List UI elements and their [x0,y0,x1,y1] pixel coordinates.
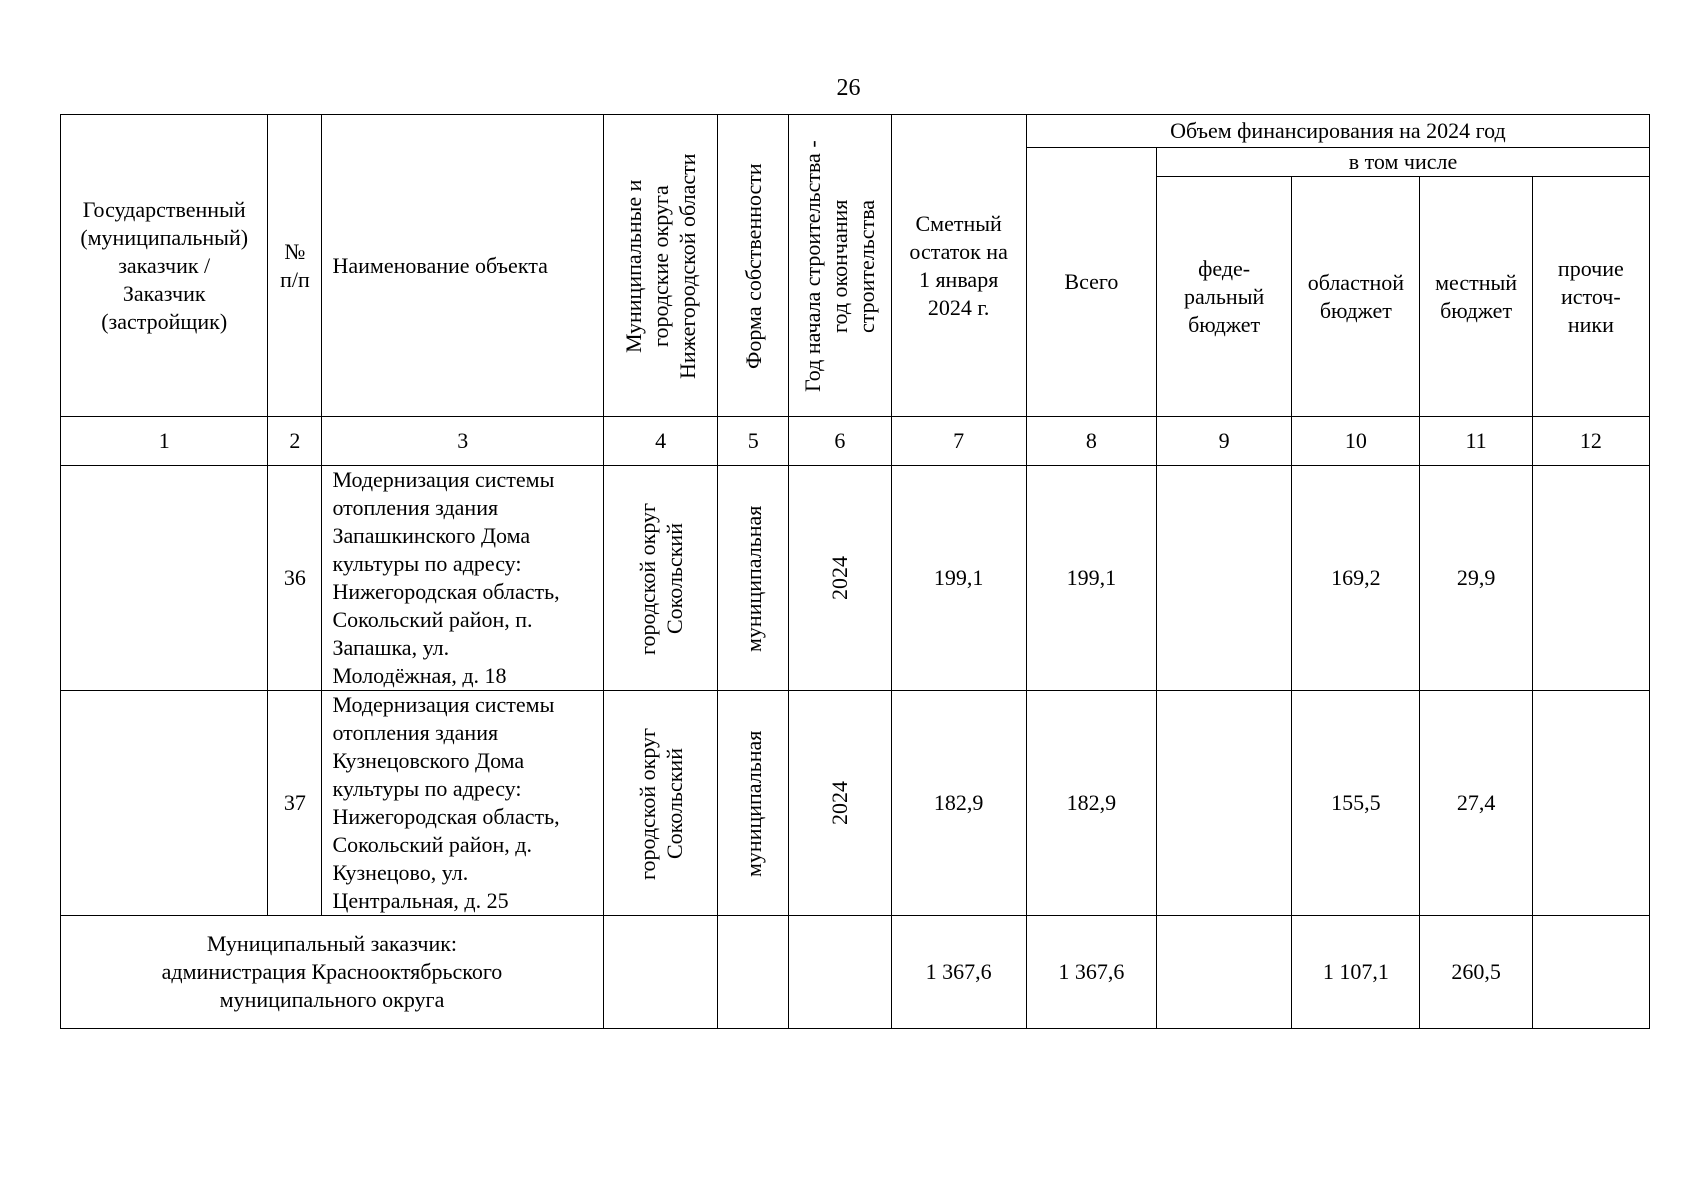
header-row-1 [61,115,1650,148]
row-years [789,466,891,691]
row-object-name [322,691,604,916]
row-other [1532,466,1649,691]
header-ownership-form [718,115,789,417]
header-municipal-districts-text: Муниципальные и городские округа Нижегородской области [621,152,701,379]
column-number: 3 [322,417,604,466]
row-local: 27,4 [1420,691,1532,916]
header-local-budget: местный бюджет [1420,177,1532,417]
column-number: 7 [891,417,1026,466]
header-construction-years [789,115,891,417]
row-district [603,691,717,916]
header-total: Всего [1026,148,1156,417]
table-row [61,691,1650,916]
row-object-name [322,466,604,691]
row-ownership-text: муниципальная [740,504,766,652]
column-number: 2 [268,417,322,466]
row-ownership-text: муниципальная [740,729,766,877]
summary-district [603,916,717,1029]
header-municipal-districts [603,115,717,417]
header-estimated-balance: Сметный остаток на 1 января 2024 г. [891,115,1026,417]
table-row [61,466,1650,691]
row-total: 182,9 [1026,691,1156,916]
row-number: 36 [268,466,322,691]
summary-row [61,916,1650,1029]
header-funding-volume: Объем финансирования на 2024 год [1026,115,1649,148]
row-regional: 155,5 [1292,691,1420,916]
column-number: 10 [1292,417,1420,466]
header-customer: Государственный (муниципальный) заказчик / Заказчик (застройщик) [61,115,268,417]
column-number: 6 [789,417,891,466]
row-number: 37 [268,691,322,916]
summary-other [1532,916,1649,1029]
summary-federal [1156,916,1291,1029]
header-including: в том числе [1156,148,1649,177]
row-ownership [718,466,789,691]
row-other [1532,691,1649,916]
row-customer [61,691,268,916]
row-district-text: городской округ Сокольский [634,501,687,655]
row-local: 29,9 [1420,466,1532,691]
summary-ownership [718,916,789,1029]
row-object-name-text: Модернизация системы отопления здания Кузнецовского Дома культуры по адресу: Нижегородская область, Сокольский район, д. Кузнецово, ул. Центральная, д. 25 [332,692,560,913]
summary-label: Муниципальный заказчик: администрация Краснооктябрьского муниципального округа [61,916,604,1029]
summary-total: 1 367,6 [1026,916,1156,1029]
row-years-text: 2024 [827,556,853,600]
header-construction-years-text: Год начала строительства - год окончания строительства [800,139,880,392]
column-number: 11 [1420,417,1532,466]
page-number: 26 [836,75,861,101]
header-object-name: Наименование объекта [322,115,604,417]
summary-local: 260,5 [1420,916,1532,1029]
summary-estimated-balance: 1 367,6 [891,916,1026,1029]
row-years-text: 2024 [827,781,853,825]
column-number: 12 [1532,417,1649,466]
column-number: 1 [61,417,268,466]
row-object-name-text: Модернизация системы отопления здания Запашкинского Дома культуры по адресу: Нижегородская область, Сокольский район, п. Запашка, ул. Молодёжная, д. 18 [332,467,560,688]
summary-years [789,916,891,1029]
header-federal-budget: феде- ральный бюджет [1156,177,1291,417]
row-ownership [718,691,789,916]
header-other-sources: прочие источ- ники [1532,177,1649,417]
column-numbers-row [61,417,1650,466]
column-number: 4 [603,417,717,466]
row-federal [1156,466,1291,691]
row-total: 199,1 [1026,466,1156,691]
header-regional-budget: областной бюджет [1292,177,1420,417]
row-district-text: городской округ Сокольский [634,726,687,880]
row-customer [61,466,268,691]
financing-table [60,114,1650,1029]
column-number: 9 [1156,417,1291,466]
summary-regional: 1 107,1 [1292,916,1420,1029]
row-estimated-balance: 199,1 [891,466,1026,691]
row-federal [1156,691,1291,916]
header-ownership-form-text: Форма собственности [740,162,766,369]
row-estimated-balance: 182,9 [891,691,1026,916]
column-number: 8 [1026,417,1156,466]
row-years [789,691,891,916]
column-number: 5 [718,417,789,466]
row-district [603,466,717,691]
header-number: № п/п [268,115,322,417]
row-regional: 169,2 [1292,466,1420,691]
